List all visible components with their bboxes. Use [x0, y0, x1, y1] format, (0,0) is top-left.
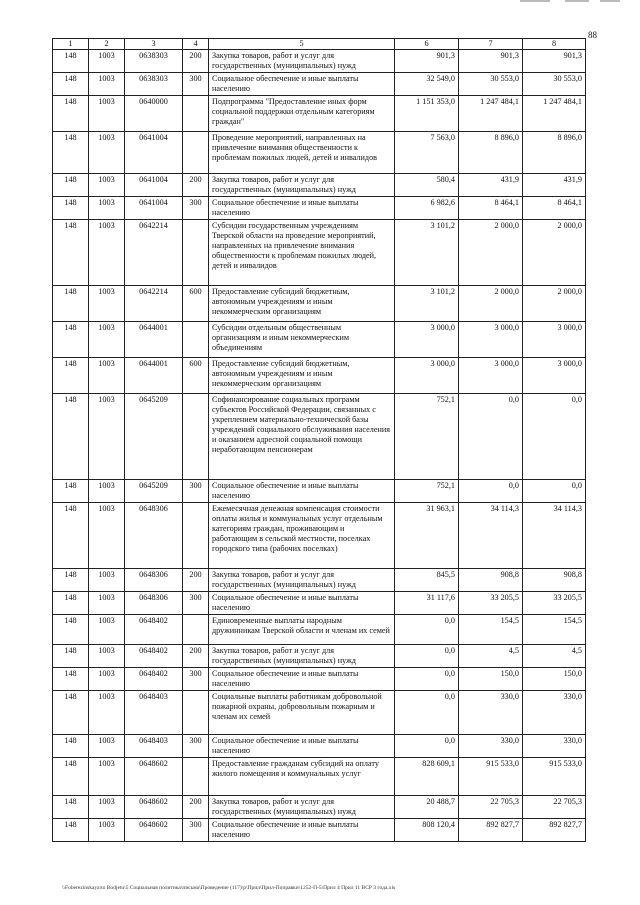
table-row: [53, 286, 586, 322]
table-row: [53, 174, 586, 197]
cell-amount-year1: 808 120,4: [395, 819, 459, 842]
cell-description: Проведение мероприятий, направленных на привлечение внимания общественности к проблемам пожилых людей, детей и инвалидов: [209, 132, 395, 174]
column-number: 8: [523, 39, 586, 50]
column-number: 1: [53, 39, 89, 50]
cell-amount-year1: 901,3: [395, 50, 459, 73]
cell-amount-year1: 3 000,0: [395, 358, 459, 394]
cell-amount-year3: 1 247 484,1: [523, 96, 586, 132]
column-number-row: [53, 39, 586, 50]
cell-description: Социальное обеспечение и иные выплаты населению: [209, 480, 395, 503]
cell-amount-year1: 31 963,1: [395, 503, 459, 569]
cell-description: Социальное обеспечение и иные выплаты населению: [209, 592, 395, 615]
column-number: 2: [89, 39, 125, 50]
cell-section: 1003: [89, 735, 125, 758]
cell-description: Закупка товаров, работ и услуг для государственных (муниципальных) нужд: [209, 796, 395, 819]
cell-expense-type: 300: [183, 592, 209, 615]
cell-section: 1003: [89, 796, 125, 819]
scan-mark: [600, 0, 620, 2]
cell-amount-year2: 2 000,0: [459, 220, 523, 286]
cell-section: 1003: [89, 286, 125, 322]
table-row: [53, 819, 586, 842]
table-row: [53, 197, 586, 220]
cell-section: 1003: [89, 691, 125, 735]
column-number: 7: [459, 39, 523, 50]
cell-section: 1003: [89, 819, 125, 842]
cell-amount-year2: 4,5: [459, 645, 523, 668]
cell-amount-year2: 3 000,0: [459, 322, 523, 358]
table-row: [53, 615, 586, 645]
cell-target-article: 0640000: [125, 96, 183, 132]
cell-grbs: 148: [53, 73, 89, 96]
cell-target-article: 0642214: [125, 286, 183, 322]
cell-amount-year2: 431,9: [459, 174, 523, 197]
cell-expense-type: 200: [183, 645, 209, 668]
table-row: [53, 735, 586, 758]
table-row: [53, 220, 586, 286]
cell-target-article: 0648602: [125, 758, 183, 796]
cell-target-article: 0641004: [125, 197, 183, 220]
cell-amount-year1: 0,0: [395, 668, 459, 691]
cell-description: Предоставление субсидий бюджетным, автономным учреждениям и иным некоммерческим организациям: [209, 358, 395, 394]
cell-amount-year2: 150,0: [459, 668, 523, 691]
cell-target-article: 0648306: [125, 569, 183, 592]
cell-expense-type: 300: [183, 73, 209, 96]
table-row: [53, 691, 586, 735]
cell-amount-year1: 752,1: [395, 394, 459, 480]
budget-table: [52, 38, 586, 842]
cell-amount-year2: 2 000,0: [459, 286, 523, 322]
cell-description: Единовременные выплаты народным дружинникам Тверской области и членам их семей: [209, 615, 395, 645]
cell-expense-type: [183, 691, 209, 735]
cell-amount-year2: 908,8: [459, 569, 523, 592]
cell-amount-year3: 2 000,0: [523, 220, 586, 286]
cell-description: Ежемесячная денежная компенсация стоимости оплаты жилья и коммунальных услуг отдельным категориям граждан, проживающим и работающим в сельской местности, поселках городского типа (рабочих поселках): [209, 503, 395, 569]
column-number: 3: [125, 39, 183, 50]
cell-amount-year1: 3 000,0: [395, 322, 459, 358]
cell-amount-year3: 0,0: [523, 480, 586, 503]
cell-expense-type: 200: [183, 796, 209, 819]
cell-amount-year1: 752,1: [395, 480, 459, 503]
cell-expense-type: [183, 322, 209, 358]
cell-amount-year2: 330,0: [459, 735, 523, 758]
cell-target-article: 0648306: [125, 503, 183, 569]
cell-amount-year1: 3 101,2: [395, 286, 459, 322]
cell-target-article: 0648602: [125, 819, 183, 842]
cell-grbs: 148: [53, 197, 89, 220]
cell-grbs: 148: [53, 286, 89, 322]
cell-description: Предоставление субсидий бюджетным, автономным учреждениям и иным некоммерческим организациям: [209, 286, 395, 322]
cell-description: Субсидии государственным учреждениям Тверской области на проведение мероприятий, направленных на привлечение внимания общественности к проблемам пожилых людей, детей и инвалидов: [209, 220, 395, 286]
cell-amount-year3: 4,5: [523, 645, 586, 668]
cell-grbs: 148: [53, 174, 89, 197]
cell-amount-year2: 22 705,3: [459, 796, 523, 819]
column-number: 4: [183, 39, 209, 50]
cell-expense-type: 600: [183, 358, 209, 394]
cell-amount-year3: 3 000,0: [523, 358, 586, 394]
table-row: [53, 394, 586, 480]
cell-grbs: 148: [53, 758, 89, 796]
cell-description: Социальное обеспечение и иные выплаты населению: [209, 819, 395, 842]
cell-amount-year3: 22 705,3: [523, 796, 586, 819]
cell-amount-year3: 30 553,0: [523, 73, 586, 96]
cell-target-article: 0648402: [125, 668, 183, 691]
cell-section: 1003: [89, 132, 125, 174]
cell-grbs: 148: [53, 50, 89, 73]
cell-amount-year3: 892 827,7: [523, 819, 586, 842]
cell-amount-year2: 892 827,7: [459, 819, 523, 842]
cell-section: 1003: [89, 758, 125, 796]
cell-target-article: 0648402: [125, 615, 183, 645]
cell-description: Подпрограмма "Предоставление иных форм социальной поддержки отдельным категориям граждан": [209, 96, 395, 132]
cell-section: 1003: [89, 197, 125, 220]
cell-amount-year1: 580,4: [395, 174, 459, 197]
cell-amount-year3: 34 114,3: [523, 503, 586, 569]
scan-mark: [520, 0, 550, 2]
table-row: [53, 322, 586, 358]
cell-description: Предоставление гражданам субсидий на оплату жилого помещения и коммунальных услуг: [209, 758, 395, 796]
cell-expense-type: [183, 132, 209, 174]
cell-expense-type: [183, 758, 209, 796]
cell-section: 1003: [89, 96, 125, 132]
cell-amount-year1: 6 982,6: [395, 197, 459, 220]
cell-grbs: 148: [53, 819, 89, 842]
cell-grbs: 148: [53, 132, 89, 174]
cell-description: Социальные выплаты работникам добровольной пожарной охраны, добровольным пожарным и членам их семей: [209, 691, 395, 735]
cell-amount-year2: 0,0: [459, 480, 523, 503]
table-row: [53, 569, 586, 592]
cell-amount-year1: 32 549,0: [395, 73, 459, 96]
cell-section: 1003: [89, 358, 125, 394]
cell-target-article: 0648403: [125, 735, 183, 758]
cell-section: 1003: [89, 615, 125, 645]
cell-target-article: 0642214: [125, 220, 183, 286]
cell-section: 1003: [89, 668, 125, 691]
cell-section: 1003: [89, 73, 125, 96]
cell-amount-year1: 31 117,6: [395, 592, 459, 615]
cell-amount-year3: 908,8: [523, 569, 586, 592]
cell-grbs: 148: [53, 220, 89, 286]
cell-amount-year3: 915 533,0: [523, 758, 586, 796]
cell-grbs: 148: [53, 735, 89, 758]
cell-expense-type: 200: [183, 50, 209, 73]
cell-expense-type: [183, 220, 209, 286]
cell-grbs: 148: [53, 96, 89, 132]
page-number: 88: [588, 30, 597, 40]
cell-amount-year2: 154,5: [459, 615, 523, 645]
cell-amount-year1: 0,0: [395, 735, 459, 758]
cell-expense-type: [183, 96, 209, 132]
cell-grbs: 148: [53, 394, 89, 480]
cell-section: 1003: [89, 174, 125, 197]
cell-target-article: 0648403: [125, 691, 183, 735]
table-row: [53, 758, 586, 796]
cell-target-article: 0641004: [125, 174, 183, 197]
cell-description: Закупка товаров, работ и услуг для государственных (муниципальных) нужд: [209, 174, 395, 197]
cell-expense-type: [183, 394, 209, 480]
cell-grbs: 148: [53, 322, 89, 358]
cell-amount-year3: 330,0: [523, 691, 586, 735]
cell-grbs: 148: [53, 645, 89, 668]
table-row: [53, 96, 586, 132]
cell-section: 1003: [89, 645, 125, 668]
cell-description: Закупка товаров, работ и услуг для государственных (муниципальных) нужд: [209, 50, 395, 73]
cell-amount-year3: 33 205,5: [523, 592, 586, 615]
cell-amount-year1: 20 488,7: [395, 796, 459, 819]
cell-amount-year3: 8 464,1: [523, 197, 586, 220]
cell-amount-year2: 8 896,0: [459, 132, 523, 174]
cell-amount-year3: 0,0: [523, 394, 586, 480]
cell-amount-year3: 431,9: [523, 174, 586, 197]
cell-amount-year1: 828 609,1: [395, 758, 459, 796]
cell-expense-type: 200: [183, 174, 209, 197]
cell-amount-year2: 34 114,3: [459, 503, 523, 569]
cell-expense-type: [183, 615, 209, 645]
scan-mark: [565, 0, 589, 2]
cell-amount-year2: 901,3: [459, 50, 523, 73]
cell-expense-type: 300: [183, 668, 209, 691]
cell-description: Закупка товаров, работ и услуг для государственных (муниципальных) нужд: [209, 569, 395, 592]
cell-description: Социальное обеспечение и иные выплаты населению: [209, 73, 395, 96]
cell-section: 1003: [89, 503, 125, 569]
cell-grbs: 148: [53, 615, 89, 645]
cell-description: Социальное обеспечение и иные выплаты населению: [209, 735, 395, 758]
cell-amount-year2: 330,0: [459, 691, 523, 735]
cell-target-article: 0644001: [125, 322, 183, 358]
cell-amount-year1: 1 151 353,0: [395, 96, 459, 132]
cell-grbs: 148: [53, 503, 89, 569]
table-row: [53, 50, 586, 73]
cell-target-article: 0648402: [125, 645, 183, 668]
cell-description: Софинансирование социальных программ субъектов Российской Федерации, связанных с укреплением материально-технической базы учреждений социального обслуживания населения и оказанием адресной социальной помощи неработающим пенсионерам: [209, 394, 395, 480]
cell-section: 1003: [89, 569, 125, 592]
table-row: [53, 73, 586, 96]
cell-description: Закупка товаров, работ и услуг для государственных (муниципальных) нужд: [209, 645, 395, 668]
cell-grbs: 148: [53, 796, 89, 819]
cell-amount-year2: 33 205,5: [459, 592, 523, 615]
cell-amount-year1: 845,5: [395, 569, 459, 592]
cell-expense-type: 600: [183, 286, 209, 322]
cell-target-article: 0641004: [125, 132, 183, 174]
cell-target-article: 0644001: [125, 358, 183, 394]
column-number: 5: [209, 39, 395, 50]
cell-section: 1003: [89, 220, 125, 286]
cell-description: Социальное обеспечение и иные выплаты населению: [209, 668, 395, 691]
cell-amount-year2: 8 464,1: [459, 197, 523, 220]
cell-amount-year3: 3 000,0: [523, 322, 586, 358]
cell-amount-year3: 2 000,0: [523, 286, 586, 322]
table-row: [53, 132, 586, 174]
cell-section: 1003: [89, 394, 125, 480]
cell-section: 1003: [89, 322, 125, 358]
cell-amount-year1: 0,0: [395, 645, 459, 668]
cell-grbs: 148: [53, 358, 89, 394]
cell-target-article: 0638303: [125, 50, 183, 73]
table-row: [53, 592, 586, 615]
cell-grbs: 148: [53, 691, 89, 735]
cell-section: 1003: [89, 50, 125, 73]
cell-amount-year3: 330,0: [523, 735, 586, 758]
table-row: [53, 358, 586, 394]
cell-expense-type: 300: [183, 735, 209, 758]
cell-amount-year3: 8 896,0: [523, 132, 586, 174]
cell-target-article: 0638303: [125, 73, 183, 96]
file-path-footer: \\Foberezinskaya\to Bodjetu\5 Социальная политика\письма\Проведение (117)\р\Прил\Прил-Поправки\1252-П-5\Прил 4 Прил 11 ВСР 3 года.xls: [62, 885, 396, 891]
cell-grbs: 148: [53, 480, 89, 503]
cell-amount-year2: 30 553,0: [459, 73, 523, 96]
cell-description: Социальное обеспечение и иные выплаты населению: [209, 197, 395, 220]
table-row: [53, 668, 586, 691]
cell-amount-year3: 150,0: [523, 668, 586, 691]
cell-grbs: 148: [53, 569, 89, 592]
cell-description: Субсидии отдельным общественным организациям и иным некоммерческим объединениям: [209, 322, 395, 358]
cell-amount-year1: 3 101,2: [395, 220, 459, 286]
table-row: [53, 480, 586, 503]
cell-expense-type: 300: [183, 197, 209, 220]
cell-amount-year2: 3 000,0: [459, 358, 523, 394]
cell-target-article: 0645209: [125, 394, 183, 480]
cell-amount-year2: 915 533,0: [459, 758, 523, 796]
cell-target-article: 0645209: [125, 480, 183, 503]
cell-amount-year1: 0,0: [395, 691, 459, 735]
cell-target-article: 0648602: [125, 796, 183, 819]
cell-grbs: 148: [53, 592, 89, 615]
cell-amount-year3: 901,3: [523, 50, 586, 73]
cell-expense-type: [183, 503, 209, 569]
table-row: [53, 796, 586, 819]
cell-amount-year1: 0,0: [395, 615, 459, 645]
column-number: 6: [395, 39, 459, 50]
cell-amount-year1: 7 563,0: [395, 132, 459, 174]
cell-expense-type: 300: [183, 819, 209, 842]
cell-amount-year2: 1 247 484,1: [459, 96, 523, 132]
cell-expense-type: 200: [183, 569, 209, 592]
cell-expense-type: 300: [183, 480, 209, 503]
cell-amount-year2: 0,0: [459, 394, 523, 480]
table-row: [53, 645, 586, 668]
cell-grbs: 148: [53, 668, 89, 691]
cell-target-article: 0648306: [125, 592, 183, 615]
cell-section: 1003: [89, 480, 125, 503]
cell-section: 1003: [89, 592, 125, 615]
table-row: [53, 503, 586, 569]
cell-amount-year3: 154,5: [523, 615, 586, 645]
